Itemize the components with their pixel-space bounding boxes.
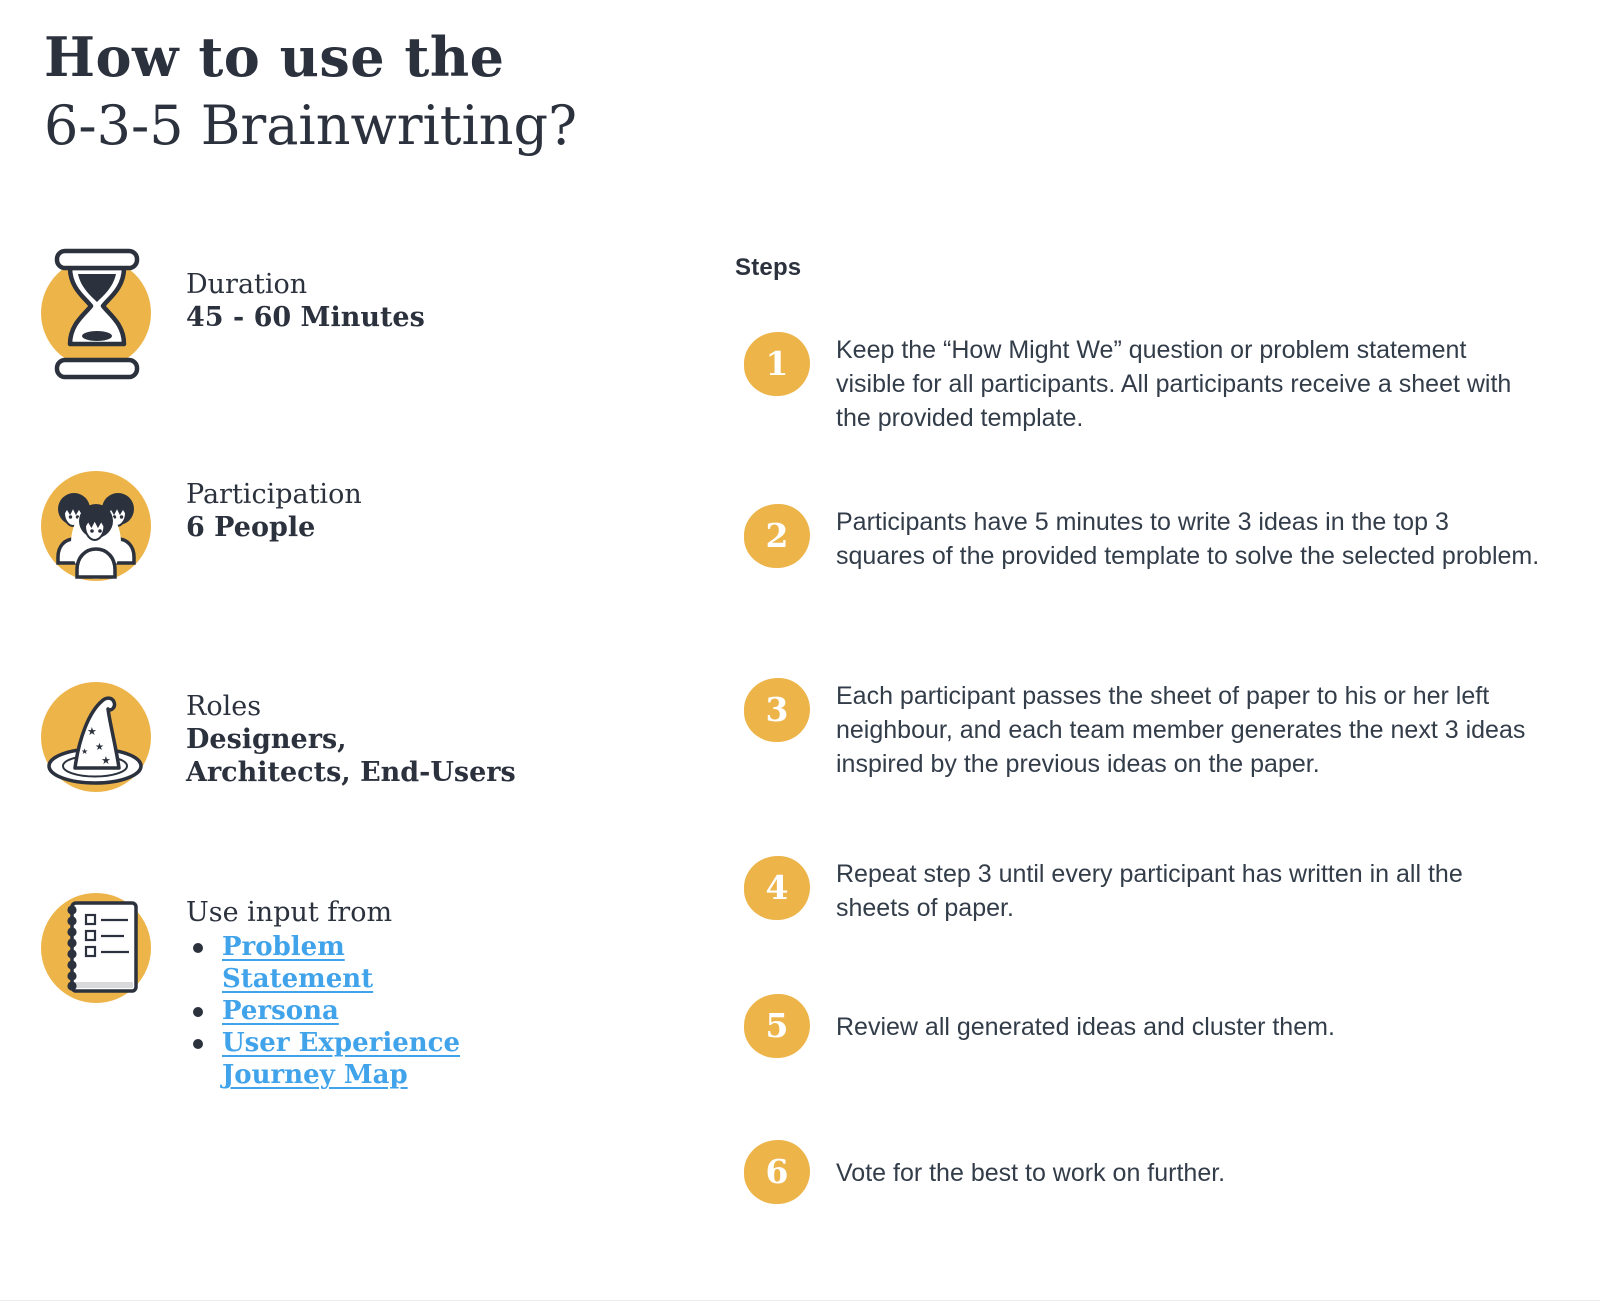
step-2-text: Participants have 5 minutes to write 3 ideas in the top 3 squares of the provided template to solve the selected problem. — [836, 508, 1540, 570]
step-row-5 — [744, 994, 1554, 1058]
participation-value: 6 People — [186, 512, 316, 543]
step-2-badge: 2 — [744, 504, 810, 568]
use-input-label: Use input from — [186, 897, 393, 928]
notebook-icon — [41, 893, 151, 1003]
step-6-badge: 6 — [744, 1140, 810, 1204]
ux-journey-map-link[interactable]: User Experience Journey Map — [222, 1028, 461, 1090]
people-icon — [41, 471, 151, 581]
svg-text:★: ★ — [81, 747, 89, 756]
step-row-6 — [744, 1140, 1554, 1204]
step-5-text: Review all generated ideas and cluster them. — [836, 1012, 1335, 1041]
info-item-participation — [186, 478, 362, 544]
duration-value: 45 - 60 Minutes — [186, 302, 425, 333]
info-item-duration — [186, 268, 425, 334]
problem-statement-link[interactable]: Problem Statement — [222, 932, 374, 994]
svg-text:★: ★ — [87, 725, 97, 738]
step-row-1 — [744, 332, 1554, 435]
svg-text:★: ★ — [95, 742, 104, 753]
steps-heading: Steps — [735, 254, 802, 281]
step-5-badge: 5 — [744, 994, 810, 1058]
roles-value: Designers, Architects, End-Users — [186, 724, 516, 788]
info-item-roles — [186, 690, 516, 789]
list-item — [186, 995, 486, 1027]
step-4-badge: 4 — [744, 856, 810, 920]
step-1-text: Keep the “How Might We” question or problem statement visible for all participants. All participants receive a sheet with the provided template. — [836, 336, 1512, 432]
step-row-2 — [744, 504, 1554, 573]
step-3-badge: 3 — [744, 678, 810, 742]
persona-link[interactable]: Persona — [222, 996, 339, 1026]
duration-label: Duration — [186, 269, 308, 300]
roles-label: Roles — [186, 691, 262, 722]
use-input-link-list — [186, 931, 486, 1091]
step-6-text: Vote for the best to work on further. — [836, 1158, 1226, 1187]
list-item — [186, 1027, 486, 1091]
list-item — [186, 931, 486, 995]
hourglass-icon — [41, 258, 151, 368]
page-title-line1: How to use the — [44, 25, 505, 89]
step-3-text: Each participant passes the sheet of paper to his or her left neighbour, and each team member generates the next 3 ideas inspired by the previous ideas on the paper. — [836, 682, 1526, 778]
step-1-badge: 1 — [744, 332, 810, 396]
wizard-hat-icon — [41, 682, 151, 792]
svg-text:★: ★ — [101, 754, 111, 767]
page-title — [44, 25, 578, 158]
step-4-text: Repeat step 3 until every participant has written in all the sheets of paper. — [836, 860, 1463, 922]
step-row-4 — [744, 856, 1554, 925]
page-title-line2: 6-3-5 Brainwriting? — [44, 94, 578, 158]
participation-label: Participation — [186, 479, 362, 510]
step-row-3 — [744, 678, 1554, 781]
info-item-use-input — [186, 896, 486, 1091]
